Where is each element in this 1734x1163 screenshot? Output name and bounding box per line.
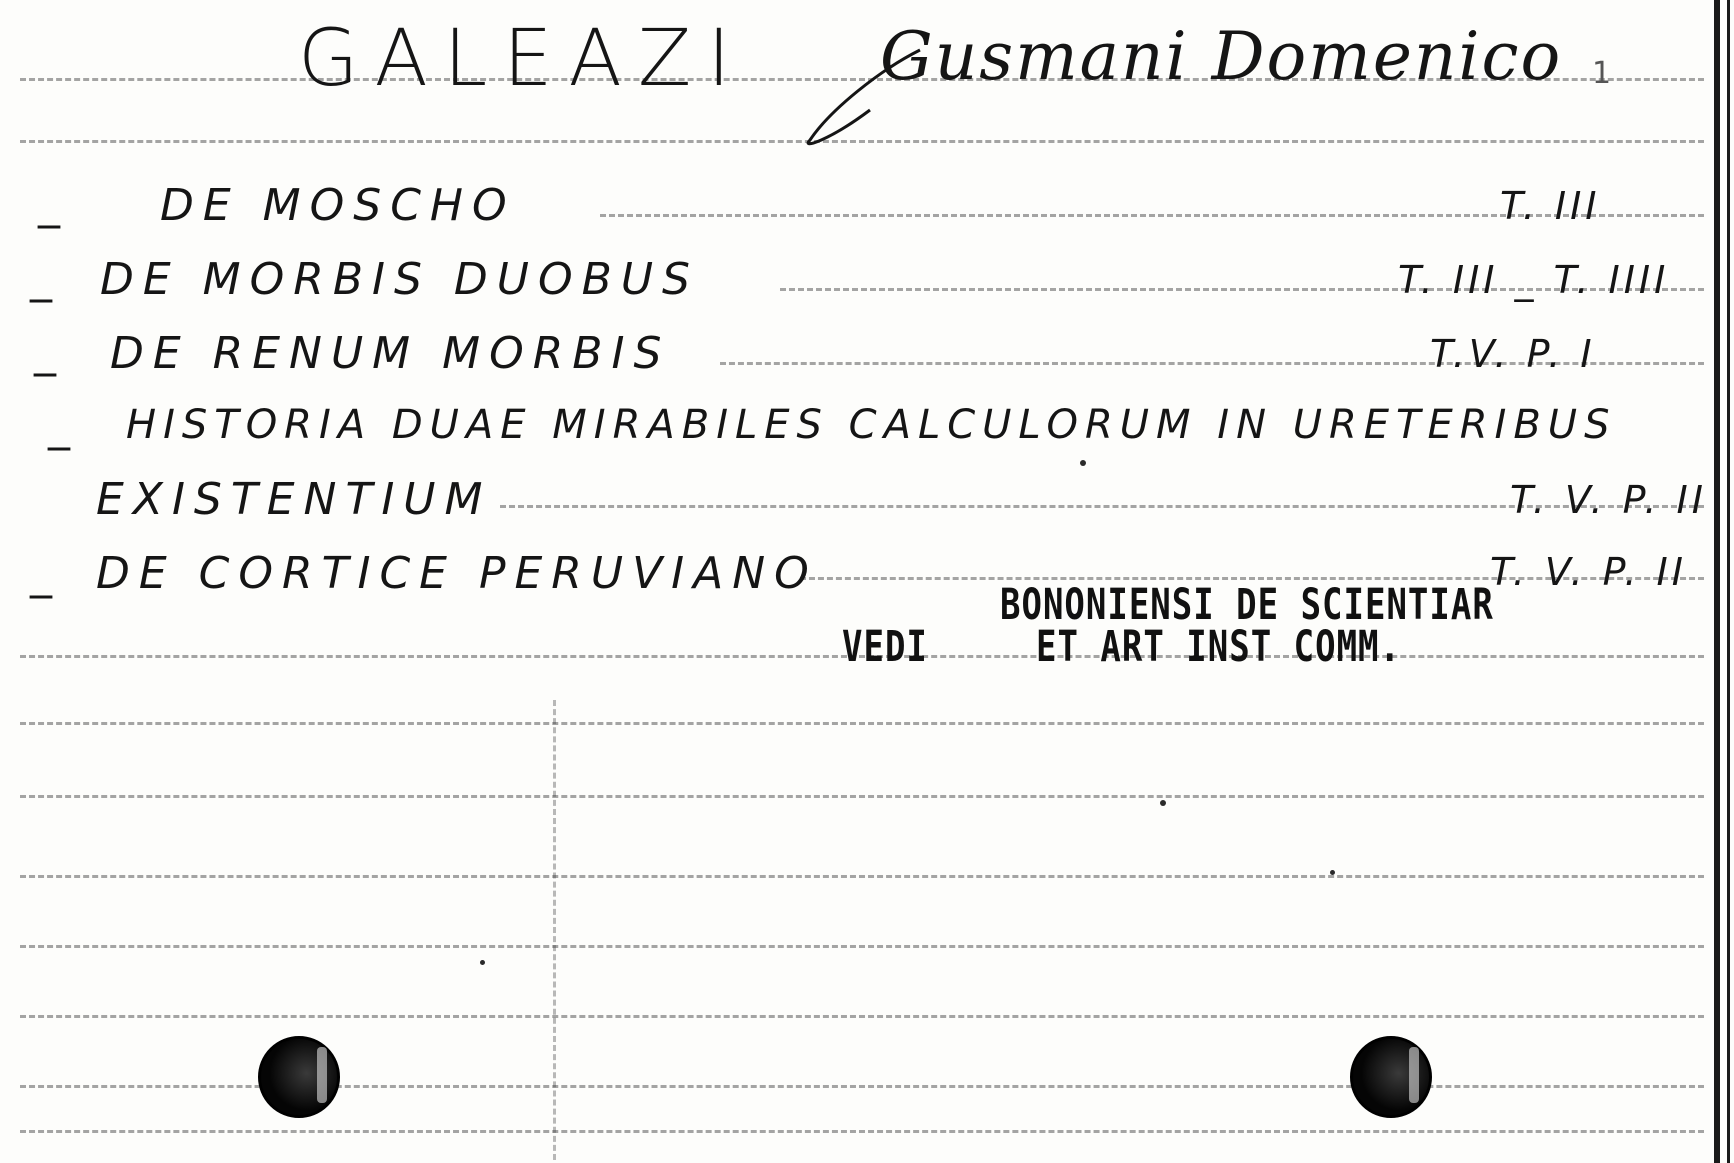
entry-volume: T. III (1500, 184, 1601, 228)
stamp-line-2: ET ART INST COMM. (1036, 622, 1401, 672)
entry-dash: _ (34, 326, 56, 377)
scan-speck (480, 960, 485, 965)
entry-dash: _ (38, 178, 60, 229)
entry-volume: T.V. P. I (1430, 332, 1596, 376)
ruled-line (20, 875, 1704, 878)
entry-dash: _ (30, 252, 52, 303)
scan-speck (1160, 800, 1166, 806)
given-names-handwritten: Gusmani Domenico (880, 18, 1563, 95)
entry-volume: T. V. P. II (1510, 478, 1707, 522)
stamp-see-label: VEDI (842, 622, 928, 672)
entry-title: DE MORBIS DUOBUS (100, 254, 699, 305)
entry-volume: T. V. P. II (1490, 550, 1687, 594)
ruled-line (20, 1015, 1704, 1018)
entry-title: DE CORTICE PERUVIANO (96, 548, 818, 599)
entry-dash: _ (48, 400, 70, 451)
page-mark: 1 (1592, 56, 1612, 91)
scan-speck (1080, 460, 1086, 466)
entry-volume: T. III _ T. IIII (1398, 258, 1670, 302)
ruled-line (20, 1130, 1704, 1133)
entry-title: DE RENUM MORBIS (110, 328, 671, 379)
entry-dash: _ (30, 548, 52, 599)
ruled-line (20, 795, 1704, 798)
entry-title: DE MOSCHO (160, 180, 516, 231)
margin-line (553, 700, 556, 1160)
entry-title: HISTORIA DUAE MIRABILES CALCULORUM IN URETERIBUS (126, 402, 1617, 448)
entry-title: EXISTENTIUM (96, 474, 492, 525)
scan-speck (1330, 870, 1335, 875)
card-edge (1727, 0, 1730, 1163)
ruled-line (20, 945, 1704, 948)
punch-hole-icon (1350, 1036, 1432, 1118)
card-edge (1714, 0, 1720, 1163)
surname-heading: GALEAZI (298, 14, 747, 104)
stamp-line-1: BONONIENSI DE SCIENTIAR (1000, 580, 1494, 630)
ruled-line (20, 722, 1704, 725)
punch-hole-icon (258, 1036, 340, 1118)
